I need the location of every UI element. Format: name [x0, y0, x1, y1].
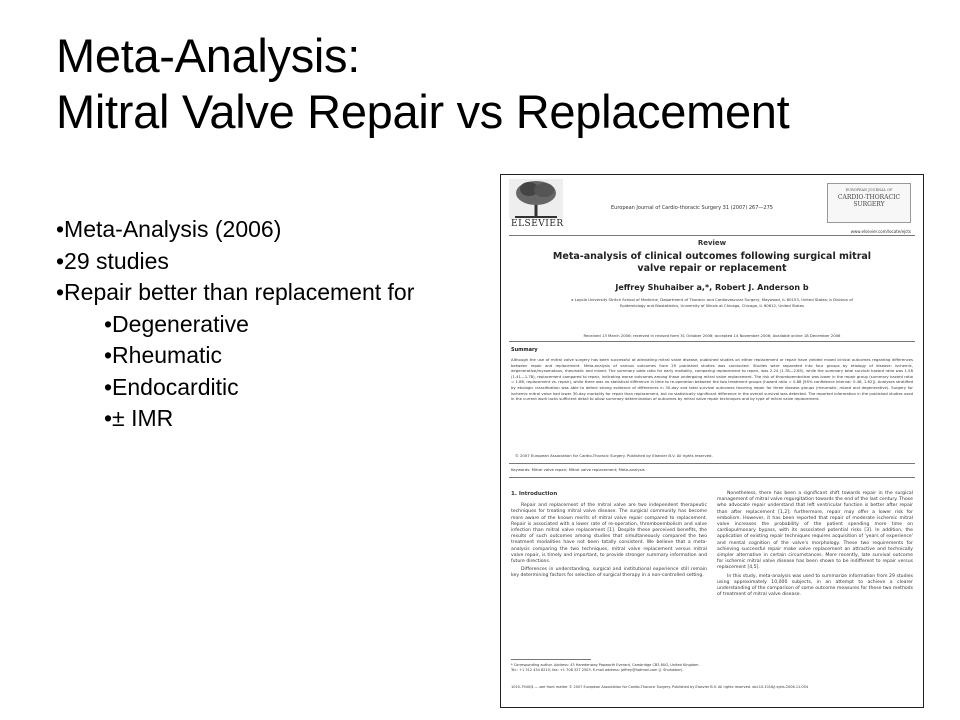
- paragraph: Repair and replacement of the mitral valve are two independent therapeutic techniques for treating mitral valve disease. The surgical community has become more aware of the known merits of mitral valve repair compared to replacement. Repair is associated with a lower rate of re-operation, thromboembolism and valve infection than mitral valve replacement [1]. Despite these perceived benefits, the results of such outcomes among studies that simultaneously compared the two treatment modalities have not been totally consistent. We believe that a meta-analysis comparing the two techniques, mitral valve replacement versus mitral valve repair, is timely and important, to provide stronger summary information and future directions.: [511, 503, 707, 565]
- paper-authors: Jeffrey Shuhaiber a,*, Robert J. Anderson b: [615, 283, 809, 292]
- paper-affiliations: a Loyola University Stritch School of Medicine, Department of Thoracic and Cardiovascular Surgery, Maywood, IL 60153, United States; b Division of Epidemiology and Biostatistics, University of Illinois at Chicago, Chicago, IL 60612, United States: [571, 297, 853, 308]
- publisher-name: ELSEVIER: [511, 219, 564, 229]
- footnote: * Corresponding author. Address: 43 Haredenway Papworth Everard, Cambridge CB3 8UG, United Kingdom. Tel.: +1 312 434 8210; fax: +1 708 327 2503. E-mail address: jeffrey@hotmail.com (J. Shuhaiber).: [511, 663, 700, 672]
- summary-text: Although the use of mitral valve surgery has been successful at alleviating mitral valve disease, published studies on either replacement or repair have yielded mixed clinical outcomes regarding differences between repair and replacement. Meta-analysis of various outcomes from 29 published studies was conducted. Studies were separated into four groups by etiology of disease: ischemic, degenerative/myxomatous, rheumatic and mixed. The summary odds ratio for early mortality, comparing replacement to repair, was 2.24 (1.78—2.85), while the summary total survival hazard ratio was 1.58 (1.41—1.78), replacement compared to repair, indicating worse outcomes among those undergoing mitral valve replacement. The risk of thromboembolism was lower in the repair group (summary hazard ratio = 1.86, replacement vs. repair), while there was no statistical difference in time to re-operation between the two treatment groups (hazard ratio = 0.88 [95% confidence interval: 0.48, 1.62]). Analyses stratified by etiologic classification was able to detect strong evidence of differences in 30-day and total survival outcomes favoring repair for three disease groups (rheumatic, mixed and degenerative). Surgery for ischemic mitral valve had lower 30-day mortality for repair than replacement, but no statistically significant difference in the overall survival was detected. The reported information in the published studies used in the current work lacks sufficient detail to allow summary determination of outcomes by mitral valve repair techniques and by type of mitral valve replacement.: [511, 357, 913, 402]
- bullet-list: [56, 214, 476, 435]
- paragraph: In this study, meta-analysis was used to summarize information from 29 studies using approximately 10,000 subjects, in an attempt to achieve a clearer understanding of the comparison of some outcome measures for these two methods of treatment of mitral valve disease.: [717, 573, 913, 598]
- elsevier-tree-logo: [509, 179, 563, 219]
- divider: [509, 341, 915, 342]
- paper-received: Received 13 March 2006; received in revised form 31 October 2006; accepted 14 November 2006; Available online 18 December 2006: [583, 333, 841, 338]
- left-column: [511, 491, 707, 582]
- bullet-item: •Repair better than replacement for: [56, 279, 415, 305]
- paper-title: Meta-analysis of clinical outcomes following surgical mitral valve repair or replacement: [552, 251, 872, 274]
- copyright-line: © 2007 European Association for Cardio-Thoracic Surgery. Published by Elsevier B.V. All rights reserved.: [515, 453, 713, 458]
- intro-heading: 1. Introduction: [511, 491, 558, 497]
- paragraph: Differences in understanding, surgical and institutional experience still remain key determining factors for selection of surgical therapy in a non-controlled setting.: [511, 567, 707, 579]
- sub-bullet-item: •Degenerative: [104, 310, 249, 337]
- slide-title-line-2: Mitral Valve Repair vs Replacement: [56, 85, 790, 138]
- front-matter-line: 1010-7940/$ — see front matter © 2007 European Association for Cardio-Thoracic Surgery. Published by Elsevier B.V. All rights reserved. doi:10.1016/j.ejcts.2006.11.054: [511, 685, 809, 689]
- sub-bullet-item: •Rheumatic: [104, 342, 222, 368]
- journal-badge-small: EUROPEAN JOURNAL OF: [845, 188, 893, 192]
- summary-heading: Summary: [511, 347, 538, 353]
- sub-bullet-item: •± IMR: [104, 405, 174, 431]
- article-type: Review: [697, 239, 727, 247]
- footnote-rule: [511, 659, 591, 660]
- journal-badge: [827, 183, 911, 223]
- journal-badge-name: CARDIO-THORACIC SURGERY: [837, 194, 901, 208]
- divider: [509, 235, 915, 236]
- slide-title: [56, 28, 789, 140]
- bullet-item: •29 studies: [56, 247, 169, 274]
- journal-url: www.elsevier.com/locate/ejcts: [850, 229, 911, 234]
- divider: [509, 463, 915, 464]
- paper-image: [500, 174, 924, 708]
- journal-citation: European Journal of Cardio-thoracic Surgery 31 (2007) 267—275: [611, 205, 773, 211]
- sub-bullet-item: •Endocarditic: [104, 373, 239, 400]
- slide-title-line-1: Meta-Analysis:: [56, 29, 361, 82]
- divider: [509, 477, 915, 478]
- bullet-item: •Meta-Analysis (2006): [56, 216, 282, 242]
- right-column: [717, 491, 913, 600]
- keywords: Keywords: Mitral valve repair; Mitral valve replacement; Meta-analysis: [511, 467, 645, 472]
- paragraph: Nonetheless, there has been a significant shift towards repair in the surgical management of mitral valve regurgitation towards the end of the last century. Those who advocate repair understand that left ventricular function is better after repair than after replacement [1,2]; furthermore, repair may offer a lower risk for embolism. However, it has been reported that repair of moderate ischemic mitral valve increases the probability of the patient spending more time on cardiopulmonary bypass, with its associated potential risks [3]. In addition, the application of existing repair techniques requires acquisition of 'years of experience' and mental cognition of the valve's morphology. These two requirements for achieving successful repair make valve replacement an attractive and technically simpler alternative in certain circumstances. More recently, late survival outcome for ischemic mitral valve disease has been shown to be indifferent to repair versus replacement [4,5].: [717, 491, 913, 571]
